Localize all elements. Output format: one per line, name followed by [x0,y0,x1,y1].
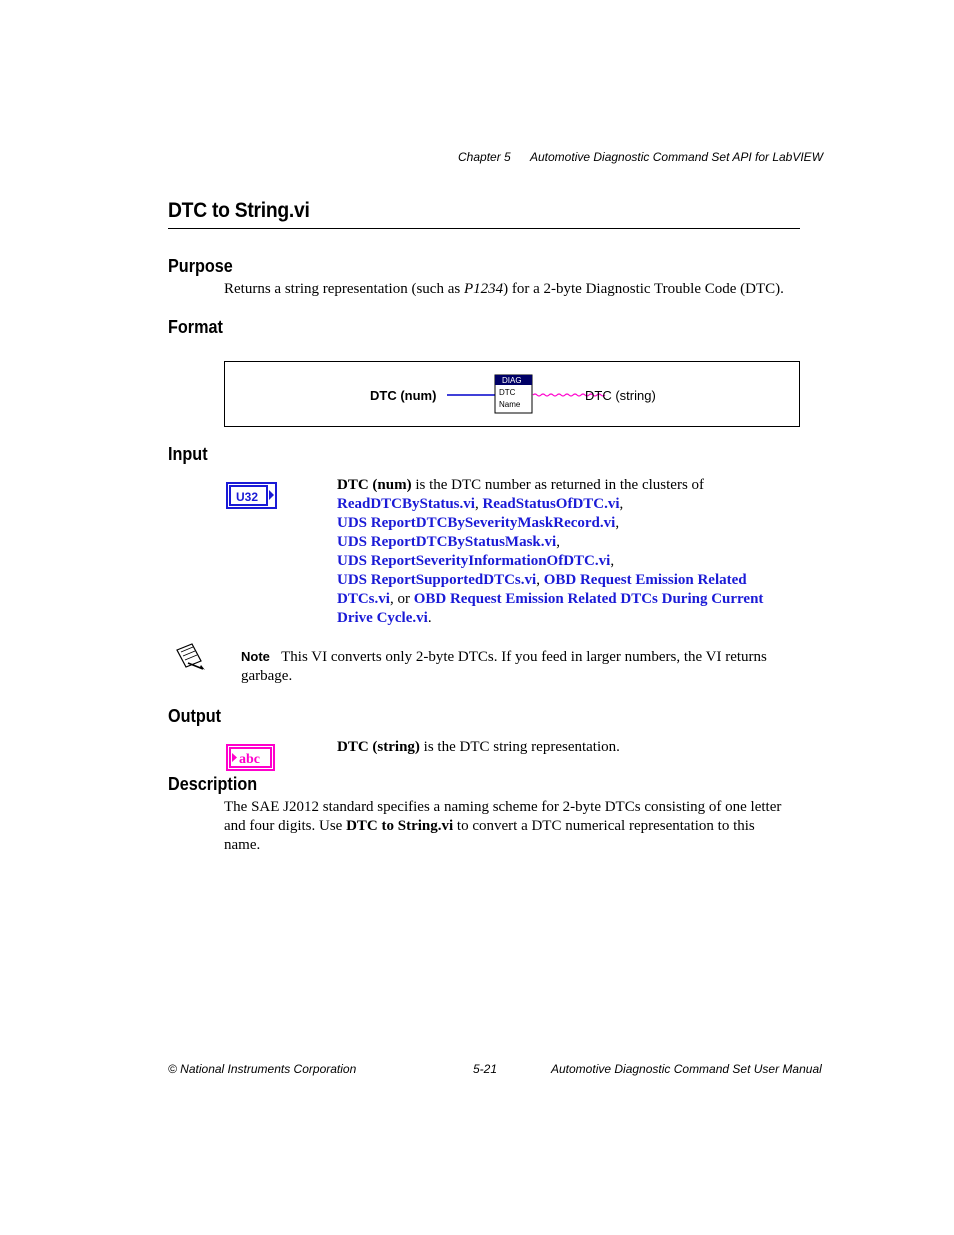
link-obd-request-emission-related-dtcs-current-a[interactable]: OBD Request Emission Related DTCs During Current [413,591,764,607]
link-obd-request-emission-related-a[interactable]: OBD Request Emission Related [543,572,747,588]
link-uds-reportsupporteddtcs[interactable]: UDS ReportSupportedDTCs.vi [337,572,537,588]
vi-icon-line1: DTC [499,388,516,397]
connector-pane-box [224,361,800,427]
page-title: DTC to String.vi [168,199,310,222]
string-terminal-icon [226,744,276,772]
vi-icon [495,375,532,413]
input-description: DTC (num) is the DTC number as returned in the clusters of ReadDTCByStatus.vi, ReadStatusOfDTC.vi, UDS ReportDTCBySeverityMaskRecord.vi, UDS ReportDTCByStatusMask.vi, UDS ReportSeverityInformationOfDTC.vi, UDS ReportSupportedDTCs.vi, OBD Request Emission Related DTCs.vi, or OBD Request Emission Related DTCs During Current Drive Cycle.vi. [337,477,764,626]
abc-text: abc [239,752,260,767]
header-title: Automotive Diagnostic Command Set API for LabVIEW [530,150,824,164]
title-rule [168,228,800,229]
description-heading: Description [168,774,258,794]
vi-icon-line2: Name [499,400,521,409]
link-uds-reportdtcbyseveritymaskrecord[interactable]: UDS ReportDTCBySeverityMaskRecord.vi [337,515,616,531]
format-output-label: DTC (string) [585,388,656,403]
footer-right: Automotive Diagnostic Command Set User Manual [551,1062,822,1076]
footer-left: © National Instruments Corporation [168,1062,357,1076]
purpose-heading: Purpose [168,256,233,276]
u32-text: U32 [236,490,259,504]
description-text: The SAE J2012 standard specifies a naming scheme for 2-byte DTCs consisting of one letter and four digits. Use DTC to String.vi to convert a DTC numerical representation to this name. [224,799,782,853]
connector-diagram [225,362,799,426]
link-readdtcbystatus[interactable]: ReadDTCByStatus.vi [337,496,475,512]
input-heading: Input [168,444,208,464]
note-block: Note This VI converts only 2-byte DTCs. If you feed in larger numbers, the VI returns garbage. [241,649,767,684]
vi-icon-top: DIAG [502,376,522,385]
link-readstatusofdtc[interactable]: ReadStatusOfDTC.vi [482,496,620,512]
format-input-label: DTC (num) [370,388,437,403]
link-uds-reportseverityinformationofdtc[interactable]: UDS ReportSeverityInformationOfDTC.vi [337,553,611,569]
format-heading: Format [168,317,223,337]
output-heading: Output [168,706,222,726]
header-chapter: Chapter 5 [458,150,511,164]
u32-terminal-icon [226,482,278,510]
note-pencil-icon [174,641,206,671]
output-description: DTC (string) is the DTC string representation. [337,739,620,755]
link-obd-request-emission-related-dtcs-current-b[interactable]: Drive Cycle.vi [337,610,428,626]
link-uds-reportdtcbystatusmask[interactable]: UDS ReportDTCByStatusMask.vi [337,534,557,550]
note-label: Note [241,649,270,664]
purpose-text: Returns a string representation (such as P1234) for a 2-byte Diagnostic Trouble Code (DTC). [224,281,784,297]
footer-page-number: 5-21 [473,1062,498,1076]
link-obd-request-emission-related-b[interactable]: DTCs.vi [337,591,390,607]
purpose-example: P1234 [463,281,504,297]
